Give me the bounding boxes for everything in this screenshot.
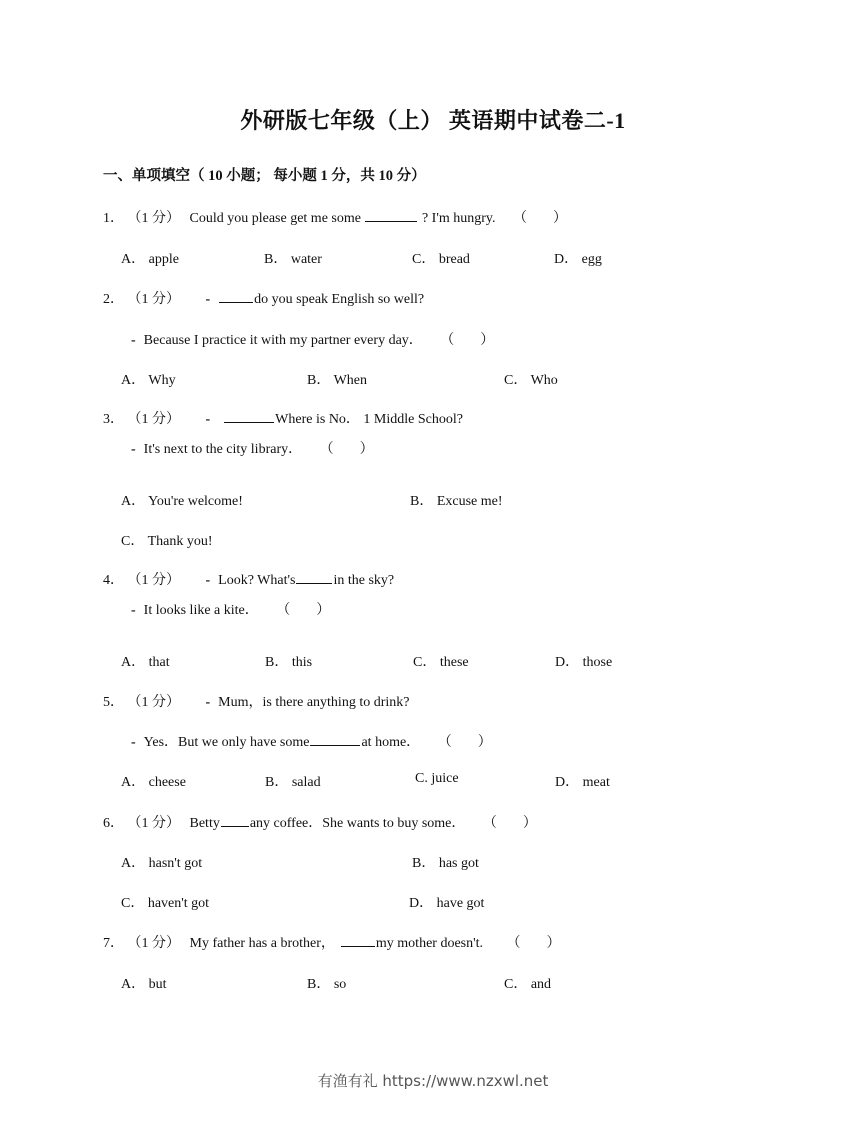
option-d[interactable] (555, 771, 610, 791)
answer-paren-close: ） (359, 442, 374, 457)
question-4-reply (131, 599, 330, 619)
option-label: B． (265, 655, 289, 670)
footer-watermark: 有渔有礼 https://www.nzxwl.net (317, 1072, 549, 1090)
dialog-dash: - (131, 333, 136, 348)
option-label: B． (412, 856, 436, 871)
option-text: and (530, 977, 552, 992)
option-label: A． (121, 373, 146, 388)
option-c[interactable] (121, 892, 209, 912)
question-text: ? I'm hungry. (421, 211, 496, 226)
question-score: （1 分） (127, 412, 180, 427)
question-score: （1 分） (127, 292, 180, 307)
option-a[interactable] (121, 973, 167, 993)
question-text: Could you please get me some (189, 211, 361, 226)
dialog-dash: - (205, 412, 211, 427)
question-6 (103, 812, 537, 832)
question-text: my mother doesn't. (375, 936, 484, 951)
option-text: so (333, 977, 347, 992)
question-3-reply (131, 438, 374, 458)
answer-paren-open: （ (506, 936, 521, 951)
option-c[interactable] (413, 651, 469, 671)
option-text: these (439, 655, 469, 670)
answer-blank (341, 934, 375, 947)
answer-blank (310, 733, 360, 746)
option-text: apple (148, 252, 179, 267)
option-text: Who (530, 373, 558, 388)
question-4 (103, 569, 394, 589)
option-label: A． (121, 977, 146, 992)
question-text: Yes．But we only have some (143, 735, 310, 750)
option-label: D． (555, 775, 580, 790)
question-2-reply (131, 329, 494, 349)
option-c[interactable] (504, 973, 551, 993)
option-text: those (582, 655, 613, 670)
question-2 (103, 288, 424, 308)
answer-paren-open: （ (276, 603, 291, 618)
option-d[interactable] (554, 248, 602, 268)
option-a[interactable] (121, 651, 170, 671)
option-text: has got (438, 856, 479, 871)
option-c[interactable] (504, 369, 558, 389)
option-text: Thank you! (147, 534, 213, 549)
question-text: at home． (361, 735, 421, 750)
question-number: 1． (103, 211, 124, 226)
option-text: haven't got (147, 896, 210, 911)
option-c[interactable] (412, 248, 470, 268)
option-d[interactable] (555, 651, 612, 671)
option-label: B． (410, 494, 434, 509)
option-b[interactable] (307, 369, 367, 389)
question-score: （1 分） (127, 573, 180, 588)
answer-paren-open: （ (482, 816, 497, 831)
option-label: A． (121, 494, 146, 509)
answer-paren-close: ） (553, 211, 568, 226)
question-5 (103, 691, 409, 711)
question-number: 2． (103, 292, 124, 307)
question-text: Where is No． 1 Middle School? (275, 412, 463, 427)
question-5-reply (131, 731, 492, 751)
question-text: My father has a brother， (189, 936, 335, 951)
answer-paren-close: ） (480, 333, 495, 348)
option-label: D． (554, 252, 579, 267)
answer-paren-close: ） (546, 936, 561, 951)
answer-paren-open: （ (513, 211, 528, 226)
question-text: It looks like a kite． (143, 603, 259, 618)
option-b[interactable] (264, 248, 322, 268)
option-text: When (333, 373, 368, 388)
option-c[interactable] (121, 530, 213, 550)
question-number: 4． (103, 573, 124, 588)
answer-paren-close: ） (522, 816, 537, 831)
answer-blank (365, 209, 417, 222)
question-text: do you speak English so well? (254, 292, 425, 307)
question-text: It's next to the city library． (143, 442, 303, 457)
page-title: 外研版七年级（上） 英语期中试卷二-1 (240, 108, 626, 133)
option-text: You're welcome! (148, 494, 243, 509)
option-text: this (291, 655, 313, 670)
option-text: salad (291, 775, 321, 790)
option-text: juice (431, 771, 459, 786)
option-label: C． (504, 373, 528, 388)
question-score: （1 分） (127, 211, 180, 226)
option-text: meat (582, 775, 610, 790)
answer-blank (224, 410, 274, 423)
option-label: A． (121, 856, 146, 871)
option-label: D． (555, 655, 580, 670)
question-number: 3． (103, 412, 124, 427)
section-heading: 一、单项填空（ 10 小题； 每小题 1 分，共 10 分） (103, 168, 426, 184)
option-text: egg (581, 252, 602, 267)
answer-paren-close: ） (316, 603, 331, 618)
option-label: A． (121, 775, 146, 790)
option-label: B． (264, 252, 288, 267)
question-text: Mum，is there anything to drink? (218, 695, 410, 710)
option-d[interactable] (409, 892, 484, 912)
dialog-dash: - (131, 603, 136, 618)
option-label: C． (121, 896, 145, 911)
option-text: that (148, 655, 170, 670)
option-label: C． (413, 655, 437, 670)
option-a[interactable] (121, 852, 202, 872)
dialog-dash: - (205, 573, 211, 588)
option-text: have got (436, 896, 485, 911)
question-text: in the sky? (333, 573, 395, 588)
option-label: C． (504, 977, 528, 992)
option-label: D． (409, 896, 434, 911)
option-b[interactable] (410, 490, 503, 510)
answer-blank (296, 571, 332, 584)
option-c[interactable] (415, 771, 459, 787)
question-score: （1 分） (127, 695, 180, 710)
option-label: B． (265, 775, 289, 790)
question-number: 6． (103, 816, 124, 831)
answer-blank (219, 290, 253, 303)
question-text: any coffee．She wants to buy some． (249, 816, 466, 831)
question-text: Because I practice it with my partner every day． (143, 333, 423, 348)
option-a[interactable] (121, 490, 243, 510)
option-b[interactable] (265, 651, 312, 671)
answer-paren-open: （ (319, 442, 334, 457)
option-label: A． (121, 252, 146, 267)
option-label: C． (121, 534, 145, 549)
dialog-dash: - (205, 292, 211, 307)
answer-paren-close: ） (477, 735, 492, 750)
question-text: Look? What's (218, 573, 296, 588)
question-1 (103, 207, 567, 227)
option-text: Why (148, 373, 176, 388)
question-7 (103, 932, 561, 952)
option-a[interactable] (121, 771, 186, 791)
option-label: A． (121, 655, 146, 670)
option-text: bread (438, 252, 470, 267)
option-text: water (290, 252, 322, 267)
question-score: （1 分） (127, 936, 180, 951)
answer-paren-open: （ (440, 333, 455, 348)
answer-blank (221, 814, 249, 827)
option-b[interactable] (412, 852, 479, 872)
option-label: B． (307, 977, 331, 992)
option-label: B． (307, 373, 331, 388)
question-number: 7． (103, 936, 124, 951)
question-text: Betty (189, 816, 220, 831)
dialog-dash: - (131, 442, 136, 457)
question-3 (103, 408, 463, 428)
option-label: C. (415, 771, 428, 786)
option-a[interactable] (121, 248, 179, 268)
option-text: but (148, 977, 167, 992)
option-text: hasn't got (148, 856, 203, 871)
dialog-dash: - (205, 695, 211, 710)
question-number: 5． (103, 695, 124, 710)
dialog-dash: - (131, 735, 136, 750)
option-label: C． (412, 252, 436, 267)
option-text: Excuse me! (436, 494, 503, 509)
option-b[interactable] (265, 771, 321, 791)
question-score: （1 分） (127, 816, 180, 831)
answer-paren-open: （ (437, 735, 452, 750)
option-text: cheese (148, 775, 186, 790)
option-a[interactable] (121, 369, 176, 389)
option-b[interactable] (307, 973, 346, 993)
